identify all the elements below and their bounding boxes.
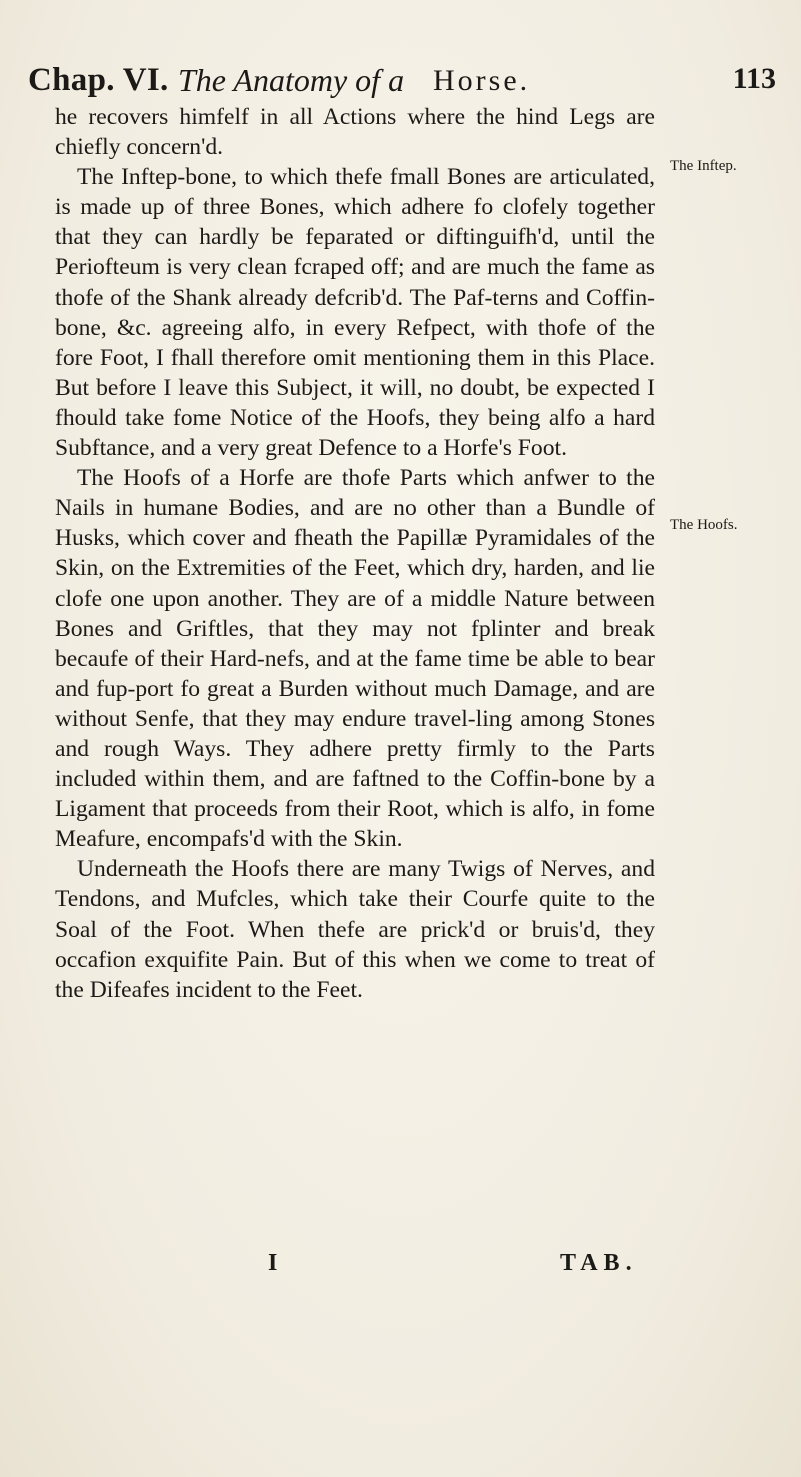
signature-mark: I — [268, 1250, 278, 1276]
catchword: TAB. — [560, 1250, 638, 1276]
running-header — [28, 62, 776, 106]
marginal-note-instep: The Inftep. — [670, 158, 737, 174]
marginal-note-hoofs: The Hoofs. — [670, 517, 738, 533]
paragraph: The Inftep-bone, to which thefe fmall Bones are articulated, is made up of three Bones, which adhere fo clofely together that they can hardly be feparated or diftinguifh'd, until the Periofteum is very clean fcraped off; and are much the fame as thofe of the Shank already defcrib'd. The Paf-terns and Coffin-bone, &c. agreeing alfo, in every Refpect, with thofe of the fore Foot, I fhall therefore omit mentioning them in this Place. But before I leave this Subject, it will, no doubt, be expected I fhould take fome Notice of the Hoofs, they being alfo a hard Subftance, and a very great Defence to a Horfe's Foot. — [55, 164, 655, 462]
book-title: The Anatomy of a — [178, 62, 405, 98]
body-text — [55, 102, 655, 1005]
chapter-label: Chap. VI. — [28, 62, 169, 98]
paragraph: he recovers himfelf in all Actions where the hind Legs are chiefly concern'd. — [55, 104, 655, 161]
page-number: 113 — [732, 62, 776, 95]
paragraph: The Hoofs of a Horfe are thofe Parts which anfwer to the Nails in humane Bodies, and are no other than a Bundle of Husks, which cover and fheath the Papillæ Pyramidales of the Skin, on the Extremities of the Feet, which dry, harden, and lie clofe one upon another. They are of a middle Nature between Bones and Griftles, that they may not fplinter and break becaufe of their Hard-nefs, and at the fame time be able to bear and fup-port fo great a Burden without much Damage, and are without Senfe, that they may endure travel-ling among Stones and rough Ways. They adhere pretty firmly to the Parts included within them, and are faftned to the Coffin-bone by a Ligament that proceeds from their Root, which is alfo, in fome Meafure, encompafs'd with the Skin. — [55, 465, 655, 853]
book-title-word: Horse. — [433, 64, 531, 97]
paragraph: Underneath the Hoofs there are many Twigs of Nerves, and Tendons, and Mufcles, which take their Courfe quite to the Soal of the Foot. When thefe are prick'd or bruis'd, they occafion exquifite Pain. But of this when we come to treat of the Difeafes incident to the Feet. — [55, 856, 655, 1003]
